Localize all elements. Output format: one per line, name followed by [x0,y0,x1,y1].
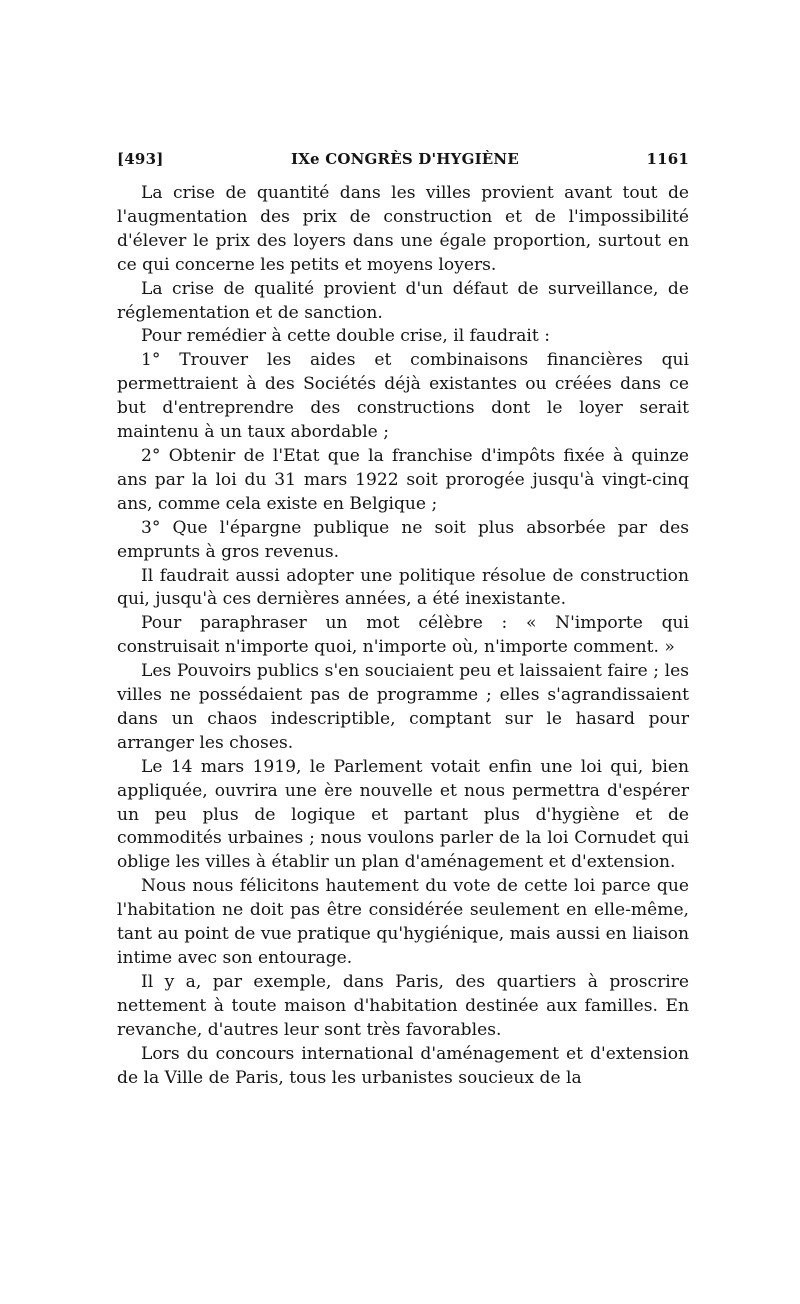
body-text [117,182,689,1090]
running-title: IXe CONGRÈS D'HYGIÈNE [290,150,519,168]
paragraph-quote: Pour paraphraser un mot célèbre : « N'importe qui construisait n'importe quoi, n'importe où, n'importe comment. » [117,613,689,658]
paragraph-competition: Lors du concours international d'aménagement et d'extension de la Ville de Paris, tous les urbanistes soucieux de la [117,1043,689,1088]
book-page [117,150,689,1090]
page-number: 1161 [646,150,689,168]
paragraph-construction-policy: Il faudrait aussi adopter une politique résolue de construction qui, jusqu'à ces dernières années, a été inexistante. [117,565,689,610]
section-number: [493] [117,150,164,168]
paragraph-quantity-crisis: La crise de quantité dans les villes provient avant tout de l'augmentation des prix de construction et de l'impossibilité d'élever le prix des loyers dans une égale proportion, surtout en ce qui concerne les petits et moyens loyers. [117,183,689,275]
paragraph-remedy-1: 1° Trouver les aides et combinaisons financières qui permettraient à des Sociétés déjà existantes ou créées dans ce but d'entreprendre des constructions dont le loyer serait maintenu à un taux abordable ; [117,350,689,443]
running-header [117,150,689,168]
paragraph-remedy-3: 3° Que l'épargne publique ne soit plus absorbée par des emprunts à gros revenus. [117,517,689,562]
paragraph-remedy-intro: Pour remédier à cette double crise, il faudrait : [141,326,550,347]
paragraph-public-powers: Les Pouvoirs publics s'en souciaient peu et laissaient faire ; les villes ne possédaient pas de programme ; elles s'agrandissaient dans un chaos indescriptible, comptant sur le hasard pour arranger les choses. [117,661,689,753]
paragraph-paris-quarters: Il y a, par exemple, dans Paris, des quartiers à proscrire nettement à toute maison d'habitation destinée aux familles. En revanche, d'autres leur sont très favorables. [117,971,689,1040]
paragraph-remedy-2: 2° Obtenir de l'Etat que la franchise d'impôts fixée à quinze ans par la loi du 31 mars 1922 soit prorogée jusqu'à vingt-cinq ans, comme cela existe en Belgique ; [117,445,689,514]
paragraph-quality-crisis: La crise de qualité provient d'un défaut de surveillance, de réglementation et de sanction. [117,278,689,323]
paragraph-law-1919: Le 14 mars 1919, le Parlement votait enfin une loi qui, bien appliquée, ouvrira une ère nouvelle et nous permettra d'espérer un peu plus de logique et partant plus d'hygiène et de commodités urbaines ; nous voulons parler de la loi Cornudet qui oblige les villes à établir un plan d'aménagement et d'extension. [117,756,689,873]
paragraph-law-vote: Nous nous félicitons hautement du vote de cette loi parce que l'habitation ne doit pas être considérée seulement en elle-même, tant au point de vue pratique qu'hygiénique, mais aussi en liaison intime avec son entourage. [117,876,689,968]
